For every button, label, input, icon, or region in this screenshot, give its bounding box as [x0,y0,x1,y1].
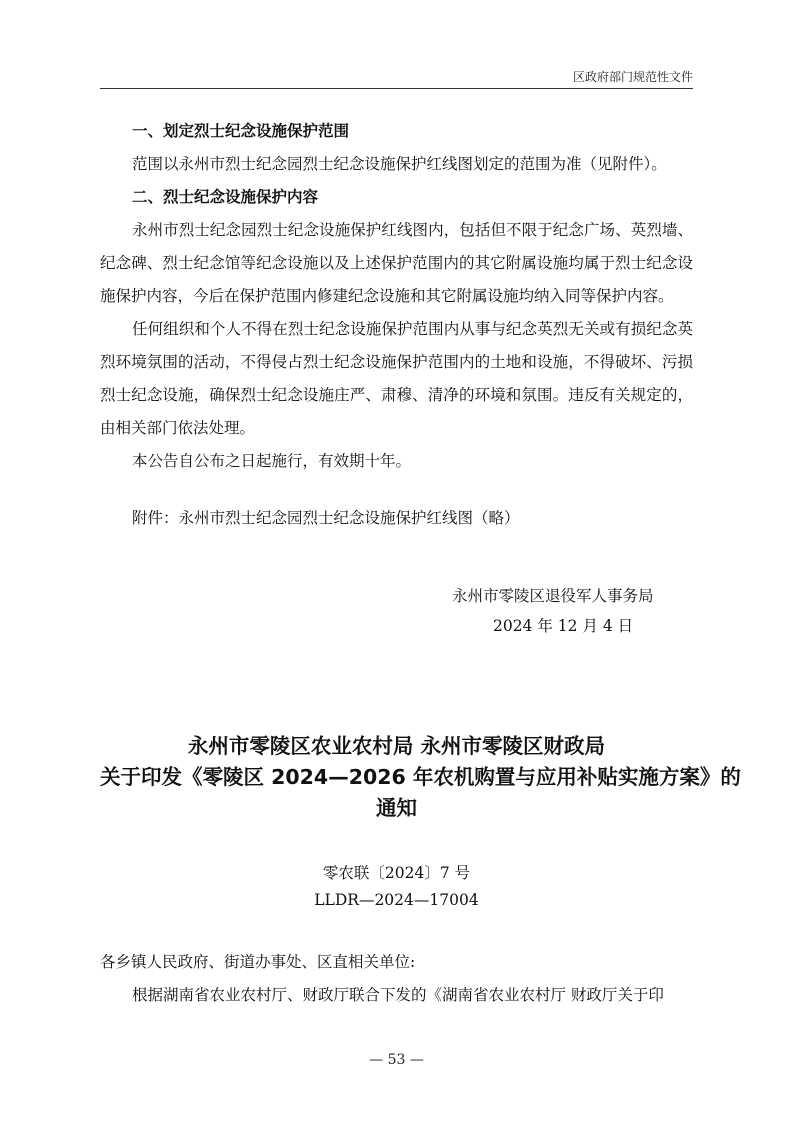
announcement-body [100,115,693,535]
page-number: — 53 — [369,1052,424,1068]
registration-number: LLDR—2024—17004 [314,891,479,909]
section2-heading: 二、烈士纪念设施保护内容 [132,188,319,206]
section2-paragraph-2: 任何组织和个人不得在烈士纪念设施保护范围内从事与纪念英烈无关或有损纪念英烈环境氛围的活动，不得侵占烈士纪念设施保护范围内的土地和设施，不得破坏、污损烈士纪念设施，确保烈士纪念设施庄严、肃穆、清净的环境和氛围。违反有关规定的，由相关部门依法处理。 [100,320,693,437]
document-number: 零农联〔2024〕7 号 [322,864,471,882]
notice-title-line-1: 永州市零陵区农业农村局 永州市零陵区财政局 [187,734,606,758]
salutation: 各乡镇人民政府、街道办事处、区直相关单位: [100,953,416,971]
running-header: 区政府部门规范性文件 [572,70,693,84]
signature-org: 永州市零陵区退役军人事务局 [452,587,654,605]
section2-paragraph-3: 本公告自公布之日起施行，有效期十年。 [132,452,412,470]
notice-body-start: 根据湖南省农业农村厅、财政厅联合下发的《湖南省农业农村厅 财政厅关于印 [132,986,664,1004]
notice-title-line-3: 通知 [376,796,417,820]
section2-paragraph-1: 永州市烈士纪念园烈士纪念设施保护红线图内，包括但不限于纪念广场、英烈墙、纪念碑、烈士纪念馆等纪念设施以及上述保护范围内的其它附属设施均属于烈士纪念设施保护内容，今后在保护范围内修建纪念设施和其它附属设施均纳入同等保护内容。 [100,221,693,305]
signature-date: 2024 年 12 月 4 日 [493,617,634,635]
section1-text: 范围以永州市烈士纪念园烈士纪念设施保护红线图划定的范围为准（见附件）。 [132,155,667,173]
header-divider [100,88,693,89]
attachment-note: 附件：永州市烈士纪念园烈士纪念设施保护红线图（略） [132,509,520,527]
section1-heading: 一、划定烈士纪念设施保护范围 [132,122,350,140]
notice-title [100,731,741,824]
notice-title-line-2: 关于印发《零陵区 2024—2026 年农机购置与应用补贴实施方案》的 [100,765,741,789]
